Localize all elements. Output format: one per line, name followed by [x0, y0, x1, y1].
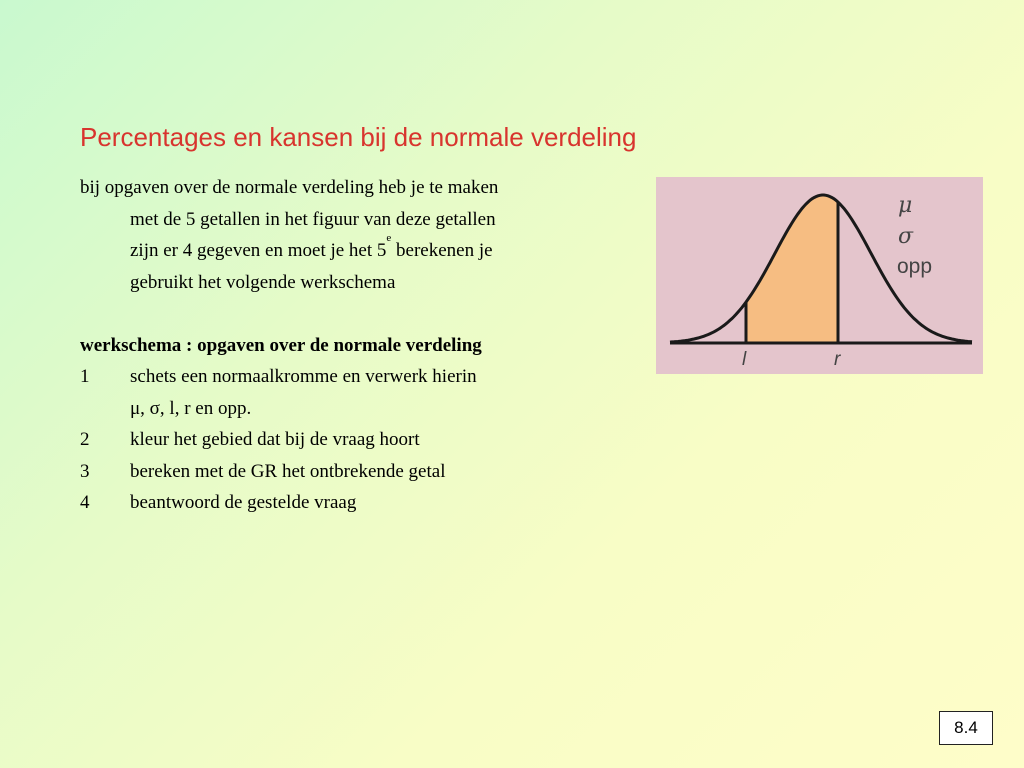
step-number: 2 [80, 429, 90, 450]
l-label: l [742, 349, 747, 370]
intro-line-4: gebruikt het volgende werkschema [130, 271, 396, 293]
schema-step-1 [80, 361, 640, 393]
opp-label: opp [897, 255, 933, 278]
slide-body [80, 172, 640, 519]
intro-line-2: met de 5 getallen in het figuur van deze getallen [130, 208, 496, 230]
shaded-area [746, 195, 838, 343]
schema-step-2 [80, 424, 640, 456]
page-number-badge: 8.4 [939, 711, 993, 745]
step-number: 4 [80, 492, 90, 513]
schema-heading: werkschema : opgaven over de normale verdeling [80, 334, 482, 356]
normal-curve-diagram [656, 177, 983, 374]
sigma-label: σ [898, 224, 914, 249]
step-number: 3 [80, 460, 90, 482]
r-label: r [834, 349, 841, 370]
intro-line-3-start: zijn er 4 gegeven en moet je het 5 [130, 240, 387, 261]
normal-distribution-figure [656, 177, 983, 374]
spacer [80, 298, 640, 330]
schema-step-4 [80, 487, 640, 519]
schema-step-1-continued: μ, σ, l, r en opp. [130, 397, 252, 419]
step-text: bereken met de GR het ontbrekende getal [130, 460, 446, 482]
intro-line-3-end: berekenen je [391, 240, 493, 261]
intro-line-3 [80, 232, 640, 267]
step-text: beantwoord de gestelde vraag [130, 492, 357, 513]
step-number: 1 [80, 366, 90, 387]
step-text: schets een normaalkromme en verwerk hierin [130, 366, 477, 387]
superscript-e: e [386, 232, 392, 244]
step-text: kleur het gebied dat bij de vraag hoort [130, 429, 420, 450]
slide-title: Percentages en kansen bij de normale verdeling [80, 122, 637, 152]
schema-step-3 [80, 456, 640, 488]
intro-line-1: bij opgaven over de normale verdeling heb je te maken [80, 177, 499, 198]
mu-label: μ [898, 193, 913, 218]
